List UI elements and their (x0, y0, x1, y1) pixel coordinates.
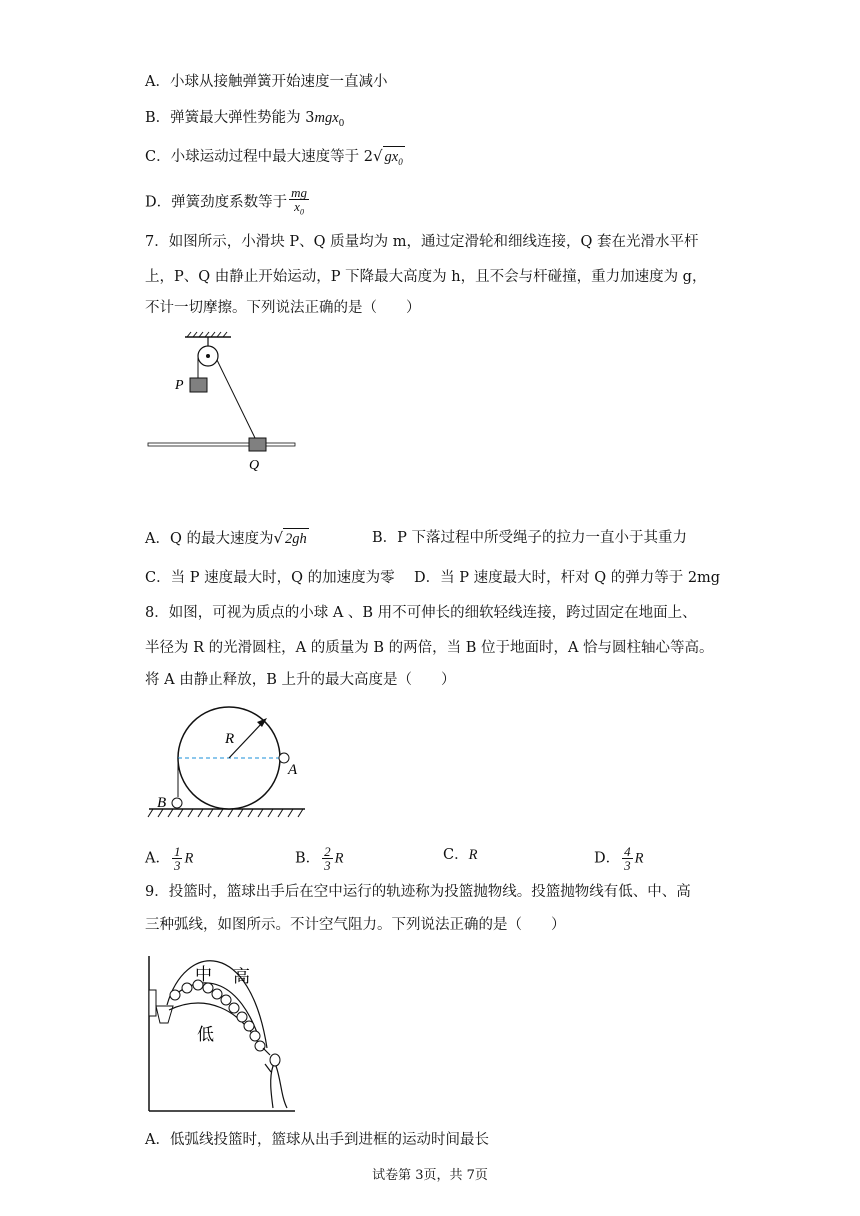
q6-option-d-fraction: $\frac{mg}{x_0}$ (291, 185, 308, 217)
q6-option-b-var: mgx (314, 110, 339, 126)
q8-option-d: D． $\frac{4}{3}$ R (594, 844, 644, 873)
q6-option-d-text: D．弹簧劲度系数等于 (145, 194, 288, 211)
label-high: 高 (233, 967, 250, 986)
sqrt-symbol: √ (372, 147, 383, 165)
horizontal-rod (148, 443, 295, 446)
q9-basketball-figure (145, 948, 305, 1118)
page-footer: 试卷第 3页，共 7页 (372, 1168, 488, 1183)
ball-trail (170, 980, 265, 1051)
q7-option-a: A．Q 的最大速度为√ 2gh (145, 529, 307, 547)
q6-option-c-text: C．小球运动过程中最大速度等于 2 (145, 149, 373, 165)
q9-stem-line-1: 9．投篮时，篮球出手后在空中运行的轨迹称为投篮抛物线。投篮抛物线有低、中、高 (145, 884, 691, 900)
q8-cylinder-figure (145, 700, 315, 825)
backboard (149, 990, 156, 1016)
ball-b (172, 798, 182, 808)
label-q: Q (249, 458, 260, 473)
q8-option-a: A． $\frac{1}{3}$ R (145, 844, 194, 873)
hoop (156, 1006, 173, 1023)
q6-option-d (145, 186, 311, 219)
label-b: B (157, 795, 167, 811)
block-p (190, 378, 207, 392)
q6-option-c (145, 146, 405, 172)
q6-option-b (145, 108, 344, 134)
q6-option-c-radicand: $gx_0$ (383, 146, 405, 172)
q8-stem-line-1: 8．如图，可视为质点的小球 A 、B 用不可伸长的细软轻线连接，跨过固定在地面上、 (145, 605, 697, 621)
label-p: P (175, 378, 184, 393)
label-a: A (288, 762, 298, 778)
q6-option-a: A．小球从接触弹簧开始速度一直减小 (145, 74, 388, 90)
q8-stem-line-3: 将 A 由静止释放，B 上升的最大高度是（ ） (145, 672, 456, 688)
q6-option-b-text: B．弹簧最大弹性势能为 3 (145, 110, 315, 126)
q7-option-b: B．P 下落过程中所受绳子的拉力一直小于其重力 (372, 530, 688, 546)
q8-option-b: B． $\frac{2}{3}$ R (295, 844, 344, 873)
q7-stem-line-1: 7．如图所示，小滑块 P、Q 质量均为 m，通过定滑轮和细线连接，Q 套在光滑水平杆 (145, 234, 699, 250)
label-low: 低 (197, 1025, 214, 1044)
q7-stem-line-2: 上，P、Q 由静止开始运动，P 下降最大高度为 h，且不会与杆碰撞，重力加速度为 g， (145, 269, 707, 285)
q7-option-c: C．当 P 速度最大时，Q 的加速度为零 (145, 570, 395, 586)
q9-option-a: A．低弧线投篮时，篮球从出手到进框的运动时间最长 (145, 1132, 489, 1148)
q8-stem-line-2: 半径为 R 的光滑圆柱，A 的质量为 B 的两倍，当 B 位于地面时，A 恰与圆柱轴心等高。 (145, 640, 714, 656)
sqrt-symbol: √ (273, 529, 284, 547)
block-q (249, 438, 266, 451)
q9-stem-line-2: 三种弧线，如图所示。不计空气阻力。下列说法正确的是（ ） (145, 917, 566, 933)
q8-option-c: C．R (443, 847, 478, 863)
label-r: R (225, 731, 235, 747)
q7-option-d: D．当 P 速度最大时，杆对 Q 的弹力等于 2mg (414, 570, 721, 586)
label-mid: 中 (195, 965, 212, 984)
q7-stem-line-3: 不计一切摩擦。下列说法正确的是（ ） (145, 300, 421, 316)
q6-option-b-sub: 0 (338, 118, 345, 129)
player-head (270, 1054, 280, 1066)
q7-pulley-figure (145, 330, 305, 480)
